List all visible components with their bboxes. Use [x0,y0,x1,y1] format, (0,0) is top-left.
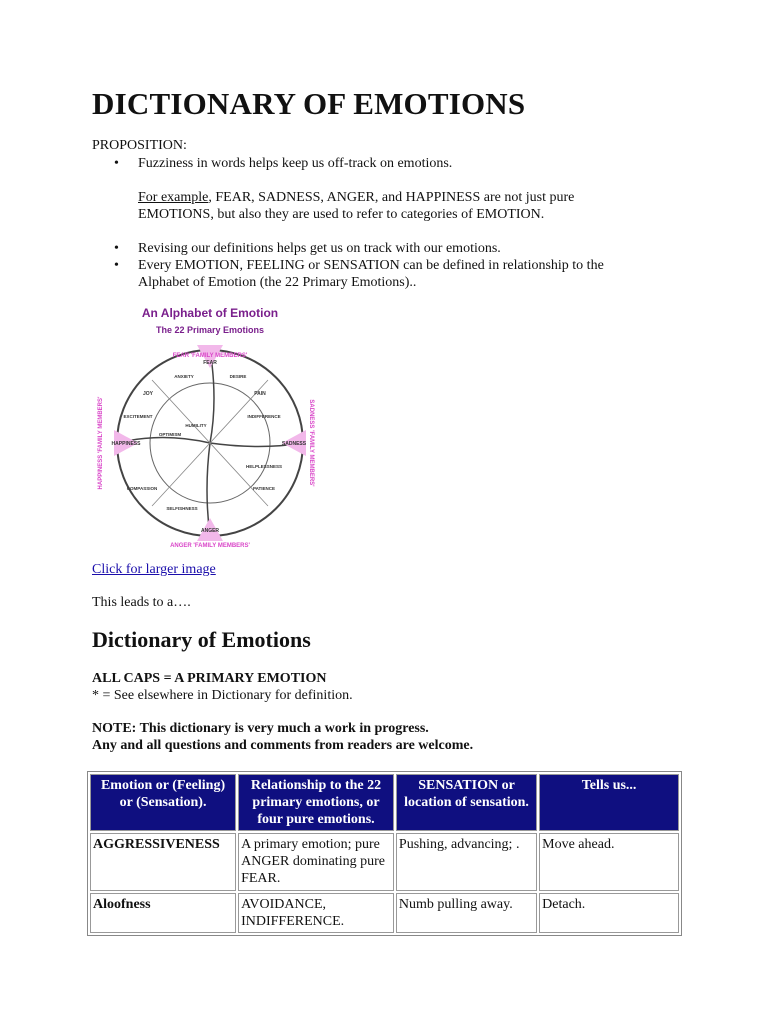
selfishness-label: SELFISHNESS [166,506,198,511]
bullet-list-1 [114,155,694,172]
bullet-fuzziness [114,155,694,172]
section-title: Dictionary of Emotions [92,627,311,652]
bullet-text-line1: Every EMOTION, FEELING or SENSATION can be defined in relationship to the [138,258,604,273]
leads-text: This leads to a…. [92,595,191,610]
figure-title: An Alphabet of Emotion [141,306,279,320]
page-title: DICTIONARY OF EMOTIONS [92,86,526,121]
header-sensation: SENSATION or location of sensation. [396,774,537,831]
bullet-text-line2: Alphabet of Emotion (the 22 Primary Emotions).. [138,275,417,290]
optimism-label: OPTIMISM [158,432,182,437]
header-relationship: Relationship to the 22 primary emotions, or four pure emotions. [238,774,394,831]
bullet-text: Revising our definitions helps get us on track with our emotions. [138,241,501,256]
example-lead: For example [138,190,209,205]
header-tells-us: Tells us... [539,774,679,831]
figure-subtitle: The 22 Primary Emotions [155,325,265,335]
patience-label: PATIENCE [252,486,276,491]
cell-sensation: Pushing, advancing; . [396,833,537,891]
sadness-label: SADNESS [281,441,307,447]
cell-relationship: A primary emotion; pure ANGER dominating pure FEAR. [238,833,394,891]
bullet-every-emotion [114,257,694,291]
emotion-wheel-figure[interactable] [92,300,312,550]
proposition-label: PROPOSITION: [92,138,187,153]
comments-welcome-note: Any and all questions and comments from readers are welcome. [92,738,474,753]
excitement-label: EXCITEMENT [123,414,153,419]
cell-relationship: AVOIDANCE, INDIFFERENCE. [238,893,394,933]
caps-note: ALL CAPS = A PRIMARY EMOTION [92,671,327,686]
happiness-family-label: HAPPINESS 'FAMILY MEMBERS' [98,396,104,490]
emotions-table [87,771,682,936]
example-rest: , FEAR, SADNESS, ANGER, and HAPPINESS are not just pure [208,190,575,205]
cell-emotion: Aloofness [90,893,236,933]
happiness-label: HAPPINESS [111,441,141,447]
anger-family-label: ANGER 'FAMILY MEMBERS' [170,543,250,549]
example-line2: EMOTIONS, but also they are used to refer to categories of EMOTION. [138,207,545,222]
bullet-text: Fuzziness in words helps keep us off-track on emotions. [138,156,453,171]
compassion-label: COMPASSION [126,486,158,491]
table-row [90,893,679,933]
helplessness-label: HELPLESSNESS [245,464,283,469]
table-header-row [90,774,679,831]
fear-family-label: FEAR 'FAMILY MEMBERS' [172,353,248,359]
cell-emotion: AGGRESSIVENESS [90,833,236,891]
pain-label: PAIN [254,391,266,397]
larger-image-link[interactable]: Click for larger image [92,562,216,577]
header-emotion: Emotion or (Feeling) or (Sensation). [90,774,236,831]
anxiety-label: ANXIETY [174,374,194,379]
anger-label: ANGER [200,528,220,534]
bullet-revising [114,240,694,257]
sadness-family-label: SADNESS 'FAMILY MEMBERS' [308,399,314,487]
humility-label: HUMILITY [185,423,207,428]
bullet-list-2 [114,240,694,291]
example-paragraph [138,189,698,223]
joy-label: JOY [142,391,154,397]
cell-tells-us: Detach. [539,893,679,933]
cell-tells-us: Move ahead. [539,833,679,891]
work-in-progress-note: NOTE: This dictionary is very much a work in progress. [92,721,429,736]
fear-label: FEAR [203,360,217,366]
indifference-label: INDIFFERENCE [247,414,281,419]
table-row [90,833,679,891]
desire-label: DESIRE [229,374,247,379]
star-note: * = See elsewhere in Dictionary for definition. [92,688,353,703]
cell-sensation: Numb pulling away. [396,893,537,933]
